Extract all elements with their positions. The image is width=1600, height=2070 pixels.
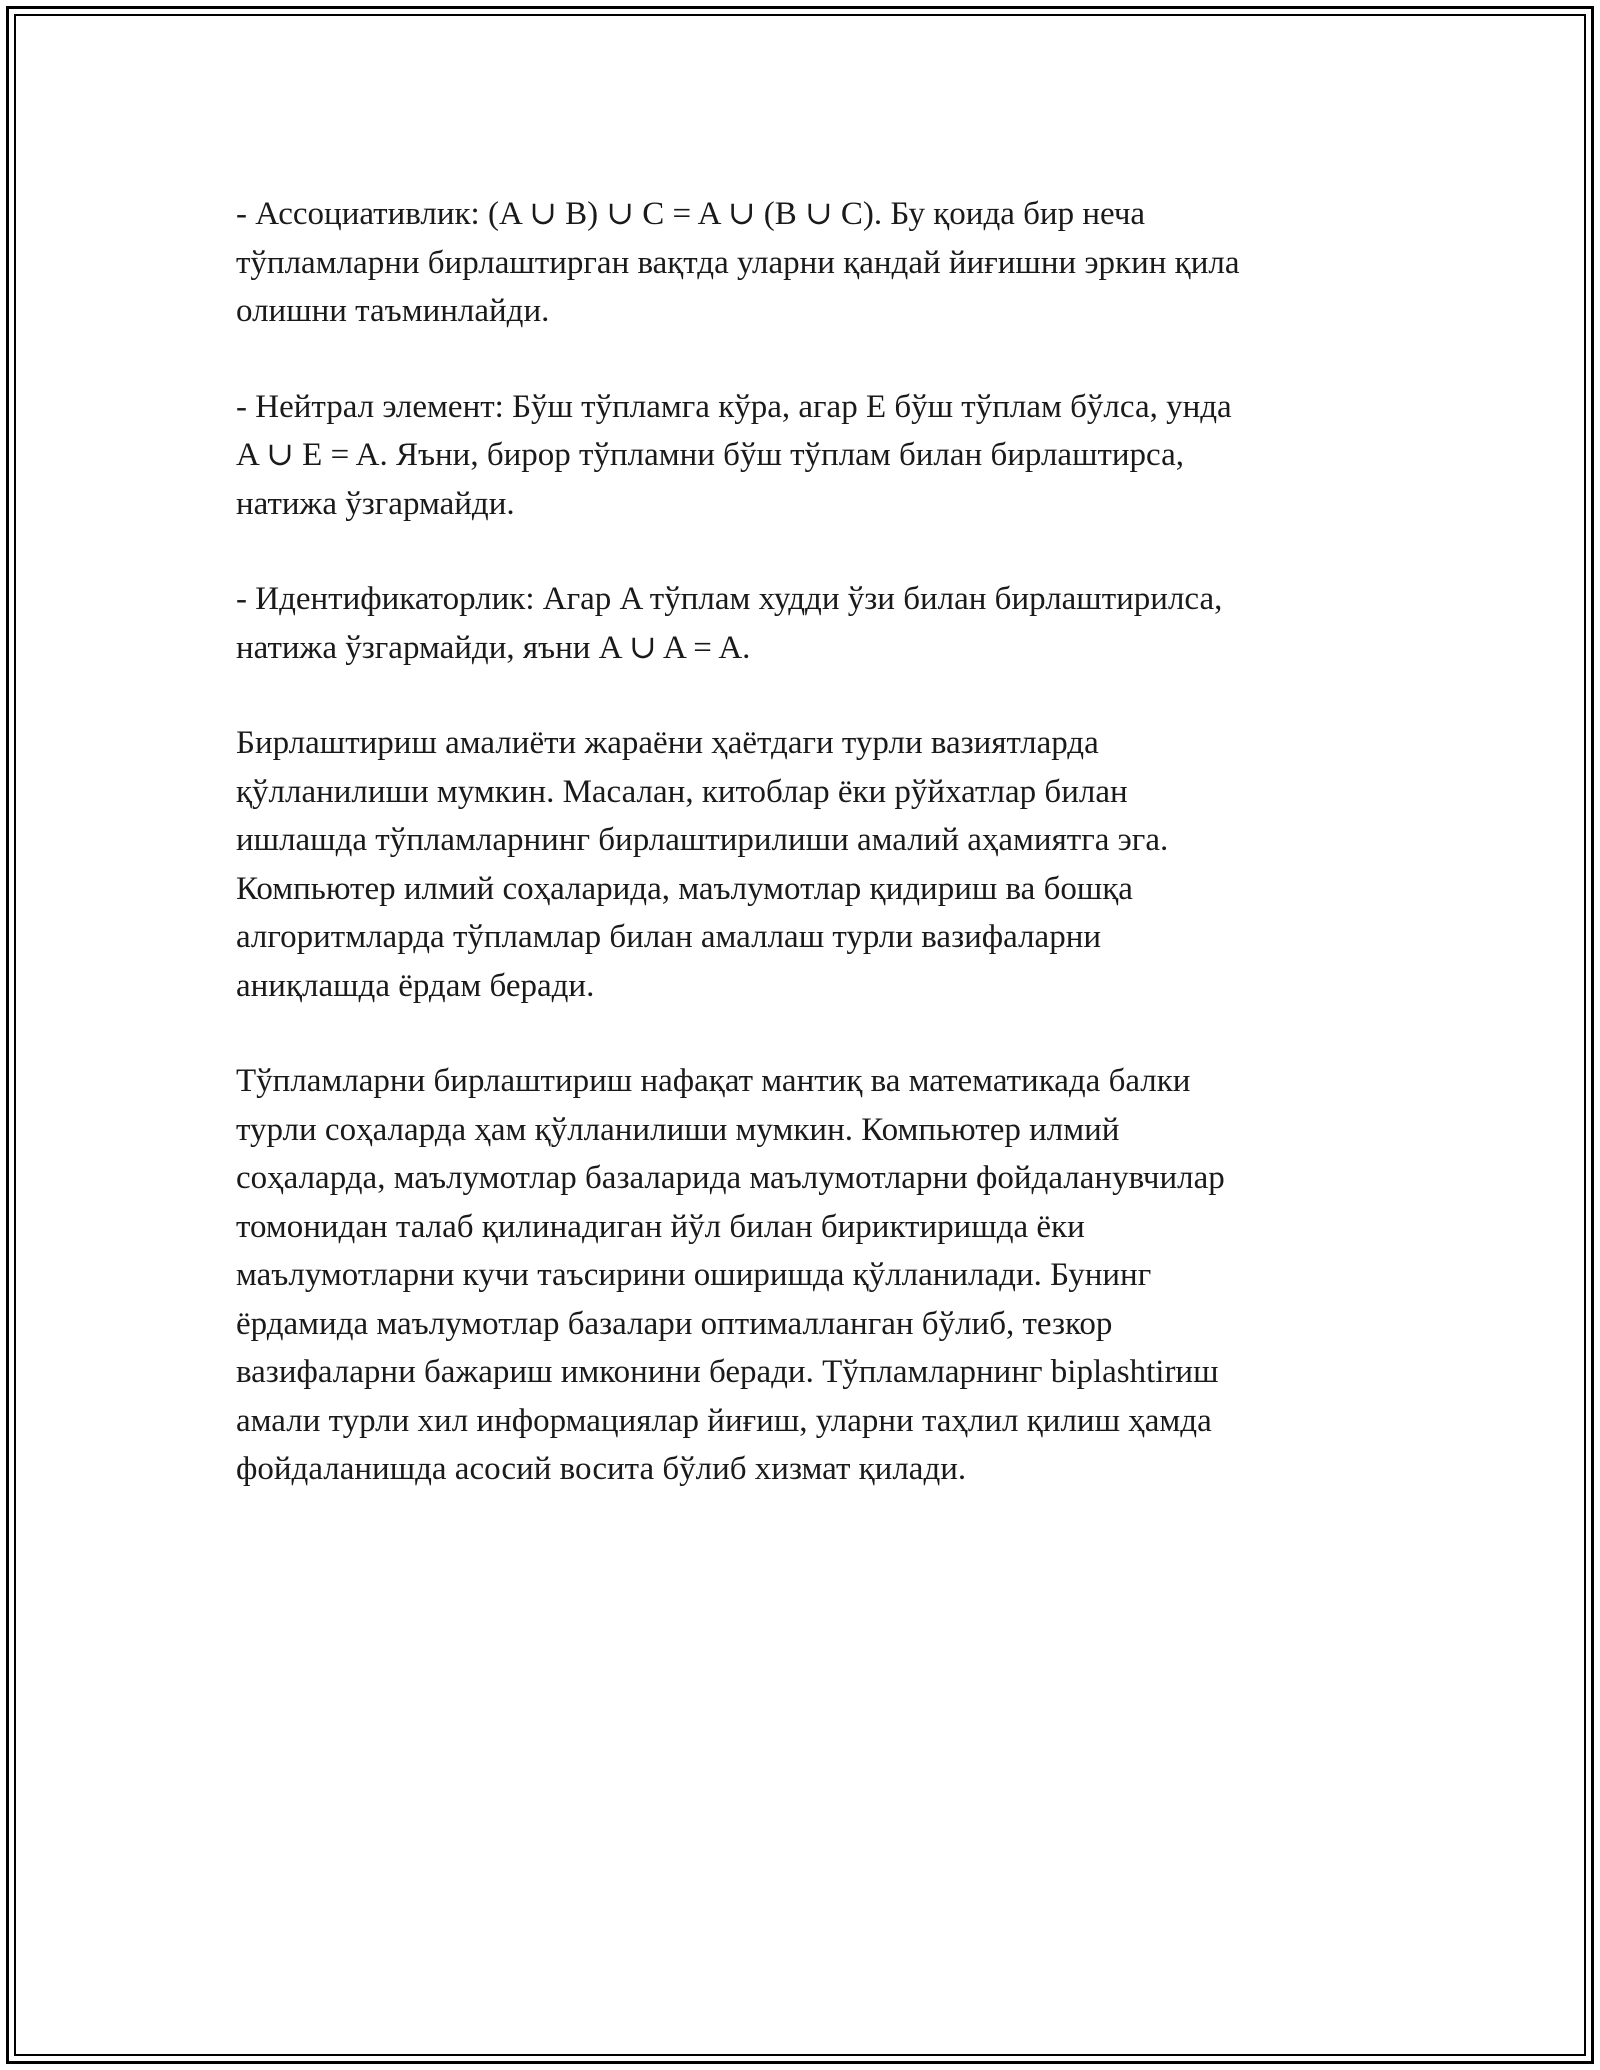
text-line: турли соҳаларда ҳам қўлланилиши мумкин. Компьютер илмий (236, 1111, 1120, 1148)
text-line: - Нейтрал элемент: Бўш тўпламга кўра, агар E бўш тўплам бўлса, унда (236, 388, 1232, 425)
text-line: Бирлаштириш амалиёти жараёни ҳаётдаги турли вазиятларда (236, 725, 1099, 761)
text-line: вазифаларни бажариш имконини беради. Тўпламларнинг biрlashtirиш (236, 1354, 1219, 1390)
document-body (236, 190, 1366, 1541)
text-line: амали турли хил информациялар йиғиш, уларни таҳлил қилиш ҳамда (236, 1402, 1212, 1439)
text-line: алгоритмларда тўпламлар билан амаллаш турли вазифаларни (236, 919, 1102, 955)
text-line: томонидан талаб қилинадиган йўл билан бириктиришда ёки (236, 1208, 1085, 1245)
text-line: тўпламларни бирлаштирган вақтда уларни қандай йиғишни эркин қила (236, 244, 1240, 281)
text-line: A ∪ E = A. Яъни, бирор тўпламни бўш тўплам билан бирлаштирса, (236, 437, 1185, 473)
text-line: - Ассоциативлик: (A ∪ B) ∪ C = A ∪ (B ∪ C). Бу қоида бир неча (236, 196, 1146, 232)
text-line: аниқлашда ёрдам беради. (236, 967, 595, 1004)
paragraph-applications (236, 719, 1366, 1010)
paragraph-associativity (236, 190, 1366, 336)
text-line: қўлланилиши мумкин. Масалан, китоблар ёки рўйхатлар билан (236, 773, 1128, 810)
text-line: олишни таъминлайди. (236, 293, 550, 329)
text-line: натижа ўзгармайди. (236, 485, 515, 522)
text-line: Тўпламларни бирлаштириш нафақат мантиқ ва математикада балки (236, 1063, 1191, 1099)
text-line: натижа ўзгармайди, яъни A ∪ A = A. (236, 629, 751, 666)
text-line: ишлашда тўпламларнинг бирлаштирилиши амалий аҳамиятга эга. (236, 822, 1169, 858)
text-line: маълумотларни кучи таъсирини оширишда қўлланилади. Бунинг (236, 1257, 1152, 1293)
text-line: ёрдамида маълумотлар базалари оптималланган бўлиб, тезкор (236, 1305, 1113, 1342)
text-line: соҳаларда, маълумотлар базаларида маълумотларни фойдаланувчилар (236, 1160, 1225, 1196)
text-line: фойдаланишда асосий восита бўлиб хизмат қилади. (236, 1451, 967, 1487)
paragraph-neutral-element (236, 383, 1366, 529)
text-line: - Идентификаторлик: Агар A тўплам худди ўзи билан бирлаштирилса, (236, 581, 1223, 617)
paragraph-idempotence (236, 575, 1366, 672)
text-line: Компьютер илмий соҳаларида, маълумотлар қидириш ва бошқа (236, 870, 1133, 907)
paragraph-databases (236, 1057, 1366, 1494)
